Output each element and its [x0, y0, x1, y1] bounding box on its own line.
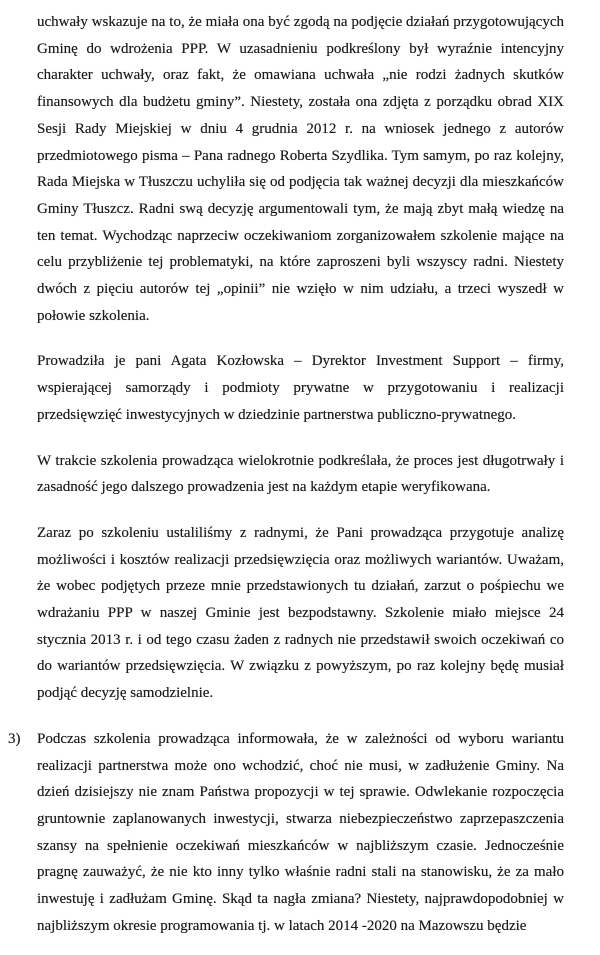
numbered-item-3	[8, 726, 564, 940]
paragraph-1: uchwały wskazuje na to, że miała ona być zgodą na podjęcie działań przygotowujących Gminę do wdrożenia PPP. W uzasadnieniu podkreślony był wyraźnie intencyjny charakter uchwały, oraz fakt, że omawiana uchwała „nie rodzi żadnych skutków finansowych dla budżetu gminy”. Niestety, została ona zdjęta z porządku obrad XIX Sesji Rady Miejskiej w dniu 4 grudnia 2012 r. na wniosek jednego z autorów przedmiotowego pisma – Pana radnego Roberta Szydlika. Tym samym, po raz kolejny, Rada Miejska w Tłuszczu uchyliła się od podjęcia tak ważnej decyzji dla mieszkańców Gminy Tłuszcz. Radni swą decyzję argumentowali tym, że mają zbyt małą wiedzę na ten temat. Wychodząc naprzeciw oczekiwaniom zorganizowałem szkolenie mające na celu przybliżenie tej problematyki, na które zaproszeni byli wszyscy radni. Niestety dwóch z pięciu autorów tej „opinii” nie wzięło w nim udziału, a trzeci wyszedł w połowie szkolenia.	[37, 14, 564, 324]
numbered-item-text: Podczas szkolenia prowadząca informowała, że w zależności od wyboru wariantu realizacji partnerstwa może ono wchodzić, choć nie musi, w zadłużenie Gminy. Na dzień dzisiejszy nie znam Państwa propozycji w tej sprawie. Odwlekanie rozpoczęcia gruntownie zaplanowanych inwestycji, stwarza niebezpieczeństwo zaprzepaszczenia szansy na spełnienie oczekiwań mieszkańców w najbliższym czasie. Jednocześnie pragnę zauważyć, że nie kto inny tylko właśnie radni stali na stanowisku, że za mało inwestuję i zadłużam Gminę. Skąd ta nagła zmiana? Niestety, najprawdopodobniej w najbliższym okresie programowania tj. w latach 2014 -2020 na Mazowszu będzie	[37, 730, 564, 934]
paragraph-3: W trakcie szkolenia prowadząca wielokrotnie podkreślała, że proces jest długotrwały i zasadność jego dalszego prowadzenia jest na każdym etapie weryfikowana.	[37, 452, 564, 496]
list-marker: 3)	[8, 730, 21, 747]
paragraph-2: Prowadziła je pani Agata Kozłowska – Dyrektor Investment Support – firmy, wspierającej samorządy i podmioty prywatne w przygotowaniu i realizacji przedsięwzięć inwestycyjnych w dziedzinie partnerstwa publiczno-prywatnego.	[37, 353, 564, 423]
paragraph-4: Zaraz po szkoleniu ustaliliśmy z radnymi, że Pani prowadząca przygotuje analizę możliwości i kosztów realizacji przedsięwzięcia oraz możliwych wariantów. Uważam, że wobec podjętych przeze mnie przedstawionych tu działań, zarzut o pośpiechu we wdrażaniu PPP w naszej Gminie jest bezpodstawny. Szkolenie miało miejsce 24 stycznia 2013 r. i od tego czasu żaden z radnych nie przedstawił swoich oczekiwań co do wariantów przedsięwzięcia. W związku z powyższym, po raz kolejny będę musiał podjąć decyzję samodzielnie.	[37, 524, 564, 702]
